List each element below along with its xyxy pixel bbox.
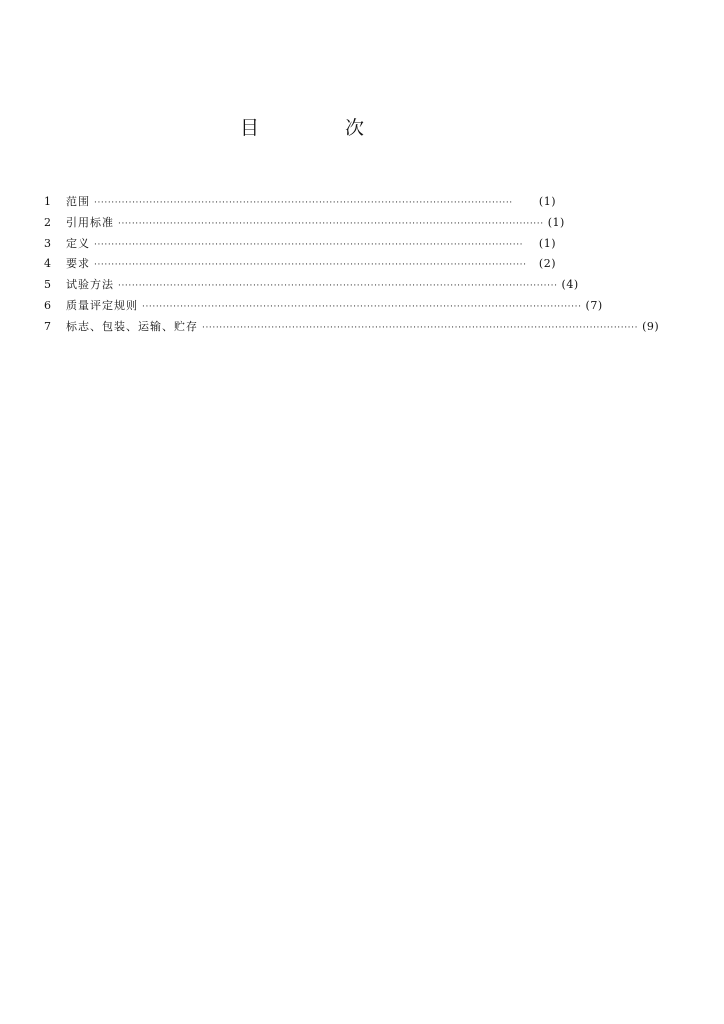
toc-leader-dots: ······························································································································· [118, 281, 558, 292]
toc-leader-dots: ····························································································································· [94, 260, 527, 271]
toc-entry-number: 2 [44, 215, 51, 229]
toc-entry-title: 标志、包装、运输、贮存 [66, 319, 198, 333]
toc-entry-page: (1) [547, 215, 565, 229]
toc-entry-page: (1) [538, 236, 556, 250]
toc-entry [44, 192, 556, 213]
toc-entry-page: (4) [561, 278, 579, 292]
toc-entry-number: 6 [44, 298, 51, 312]
toc-entry-title: 定义 [66, 236, 90, 250]
toc-entry [44, 234, 556, 255]
toc-leader-dots: ······························································································································ [202, 322, 639, 333]
toc-entry [44, 213, 565, 234]
toc-entry-number: 4 [44, 257, 51, 271]
toc-entry-title: 引用标准 [66, 215, 114, 229]
toc-entry-page: (2) [538, 257, 556, 271]
toc-entry-title: 质量评定规则 [66, 298, 138, 312]
toc-entry-title: 要求 [66, 257, 90, 271]
title-char-1: 目 [240, 117, 260, 139]
toc-entry [44, 254, 556, 275]
toc-leader-dots: ························································································································· [94, 198, 513, 208]
toc-entry-number: 3 [44, 236, 51, 250]
toc-leader-dots: ···························································································································· [94, 239, 524, 250]
toc-entry-title: 范围 [66, 195, 90, 208]
toc-entry-number: 1 [44, 195, 51, 208]
table-of-contents [44, 192, 660, 338]
toc-entry [44, 317, 660, 338]
toc-entry-number: 5 [44, 278, 51, 292]
toc-entry-title: 试验方法 [66, 278, 114, 292]
title-char-2: 次 [344, 117, 364, 139]
toc-entry-page: (1) [538, 195, 556, 208]
toc-entry [44, 296, 603, 317]
toc-entry [44, 275, 579, 296]
toc-entry-page: (9) [642, 319, 660, 333]
toc-leader-dots: ······························································································································· [142, 301, 582, 312]
toc-entry-number: 7 [44, 319, 51, 333]
page-title [240, 116, 364, 140]
toc-leader-dots: ··························································································································· [118, 218, 544, 229]
toc-entry-page: (7) [585, 298, 603, 312]
